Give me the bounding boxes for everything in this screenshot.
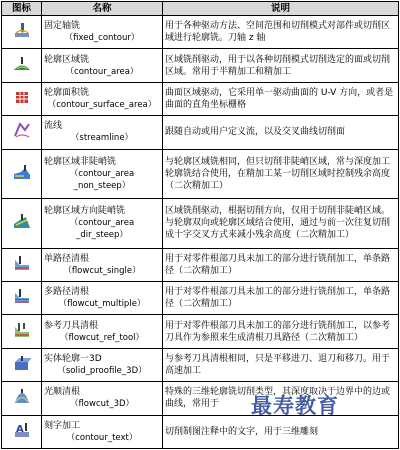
operation-name: 轮廓面积铣 [44, 88, 90, 99]
operation-name: 多路径清根 [44, 287, 90, 298]
operation-code-cont: _dir_steep） [76, 230, 128, 241]
header-desc: 说明 [163, 2, 399, 16]
description-cell: 与参考刀具清根相同，只是平移进刀、退刀和移刀。用于高速加工 [163, 348, 399, 381]
table-row [2, 49, 399, 82]
operations-table [1, 1, 399, 449]
description-cell: 曲面区域驱动，它采用单一驱动曲面的 U-V 方向，或者是曲面的直角坐标栅格 [163, 82, 399, 115]
table-row [2, 199, 399, 248]
icon-cell [2, 82, 42, 115]
icon-cell [2, 49, 42, 82]
flowcut-multiple-icon [13, 288, 31, 304]
non-steep-icon [13, 164, 31, 180]
surface-area-icon [13, 89, 31, 105]
name-cell [42, 199, 163, 248]
solid-profile-icon [13, 355, 31, 371]
name-cell [42, 116, 163, 149]
table-body [2, 16, 399, 449]
operation-name: 实体轮廓一3D [44, 353, 102, 364]
flowcut-single-icon [13, 255, 31, 271]
operation-code: （solid_proofile_3D） [57, 365, 147, 376]
operation-code: （flowcut_single） [63, 265, 141, 276]
icon-cell [2, 149, 42, 198]
description-cell: 特殊的三维轮廓铣切削类型，其深度取决于边界中的边或曲线，常用于 [163, 382, 399, 415]
icon-cell [2, 315, 42, 348]
operation-code: （contour_area [69, 218, 135, 229]
description-cell: 与轮廓区域铣相同，但只切削非陡峭区域，常与深度加工轮廓铣结合使用，在精加工某一切削区域时控制残余高度（二次精加工） [163, 149, 399, 198]
operation-name: 参考刀具清根 [44, 320, 99, 331]
operation-code-cont: _non_steep） [73, 180, 131, 191]
svg-text:A: A [15, 423, 24, 435]
operation-name: 轮廓区域铣 [44, 54, 90, 65]
engrave-text-icon [13, 422, 31, 438]
icon-cell [2, 116, 42, 149]
operation-code: （streamline） [70, 133, 134, 144]
name-cell [42, 281, 163, 314]
name-cell [42, 348, 163, 381]
table-row [2, 82, 399, 115]
operation-name: 单路径清根 [44, 253, 90, 264]
table-header-row [2, 2, 399, 16]
icon-cell [2, 348, 42, 381]
operation-name: 刻字加工 [44, 420, 81, 431]
description-cell: 区域铣削驱动，用于以各种切削模式切削选定的面或切削区域。常用于半精加工和精加工 [163, 49, 399, 82]
table-row [2, 348, 399, 381]
operation-name: 固定轴铣 [44, 21, 81, 32]
description-cell: 用于对零件根部刀具未加工的部分进行铣削加工，以参考刀具作为参照来生成清根刀具路径（二次精加工） [163, 315, 399, 348]
table-row [2, 248, 399, 281]
icon-cell [2, 16, 42, 49]
operation-code: （flowcut_multiple） [58, 299, 146, 310]
description-cell: 切削制图注释中的文字，用于三维雕刻 [163, 415, 399, 448]
table-row [2, 315, 399, 348]
fixed-axis-mill-icon [13, 22, 31, 38]
flowcut-3d-icon [13, 388, 31, 404]
table-row [2, 281, 399, 314]
icon-cell [2, 281, 42, 314]
contour-area-icon [13, 56, 31, 72]
operation-name: 轮廓区域方向陡峭铣 [44, 206, 126, 217]
name-cell [42, 49, 163, 82]
icon-cell [2, 248, 42, 281]
operation-code: （flowcut_ref_tool） [59, 332, 145, 343]
description-cell: 跟随自动或用户定义流，以及交叉曲线切削面 [163, 116, 399, 149]
name-cell [42, 382, 163, 415]
dir-steep-icon [13, 213, 31, 229]
table-row [2, 415, 399, 448]
description-cell: 区域铣削驱动，根据切削方向，仅用于切削非陡峭区域。与轮廓双向或轮廓区域结合使用，通过与前一次往复切削成十字交叉方式来减小残余高度（二次精加工） [163, 199, 399, 248]
table-row [2, 16, 399, 49]
description-cell: 用于对零件根部刀具未加工的部分进行铣削加工，单条路径（二次精加工） [163, 281, 399, 314]
header-icon: 图标 [2, 2, 42, 16]
name-cell [42, 415, 163, 448]
operation-code: （contour_text） [66, 432, 138, 443]
description-cell: 用于各种驱动方法、空间范围和切削模式对部件或切削区域进行轮廓铣。刀轴 z 轴 [163, 16, 399, 49]
header-name: 名称 [42, 2, 163, 16]
operation-name: 轮廓区域非陡峭铣 [44, 156, 117, 167]
operation-code: （contour_area） [65, 66, 139, 77]
watermark: 最寿教育 [251, 394, 339, 418]
icon-cell [2, 199, 42, 248]
operation-name: 流线 [44, 121, 63, 132]
name-cell [42, 248, 163, 281]
operation-code: （contour_area [69, 168, 135, 179]
operation-code: （fixed_contour） [64, 33, 140, 44]
table-row [2, 116, 399, 149]
icon-cell [2, 415, 42, 448]
operation-code: （contour_surface_area） [47, 100, 157, 111]
name-cell [42, 315, 163, 348]
name-cell [42, 149, 163, 198]
table-row [2, 149, 399, 198]
name-cell [42, 82, 163, 115]
icon-cell [2, 382, 42, 415]
name-cell [42, 16, 163, 49]
operation-code: （flowcut_3D） [69, 399, 135, 410]
ref-tool-icon [13, 322, 31, 338]
operation-name: 光顺清根 [44, 387, 81, 398]
streamline-icon [13, 122, 31, 138]
description-cell: 用于对零件根部刀具未加工的部分进行铣削加工，单条路径（二次精加工） [163, 248, 399, 281]
